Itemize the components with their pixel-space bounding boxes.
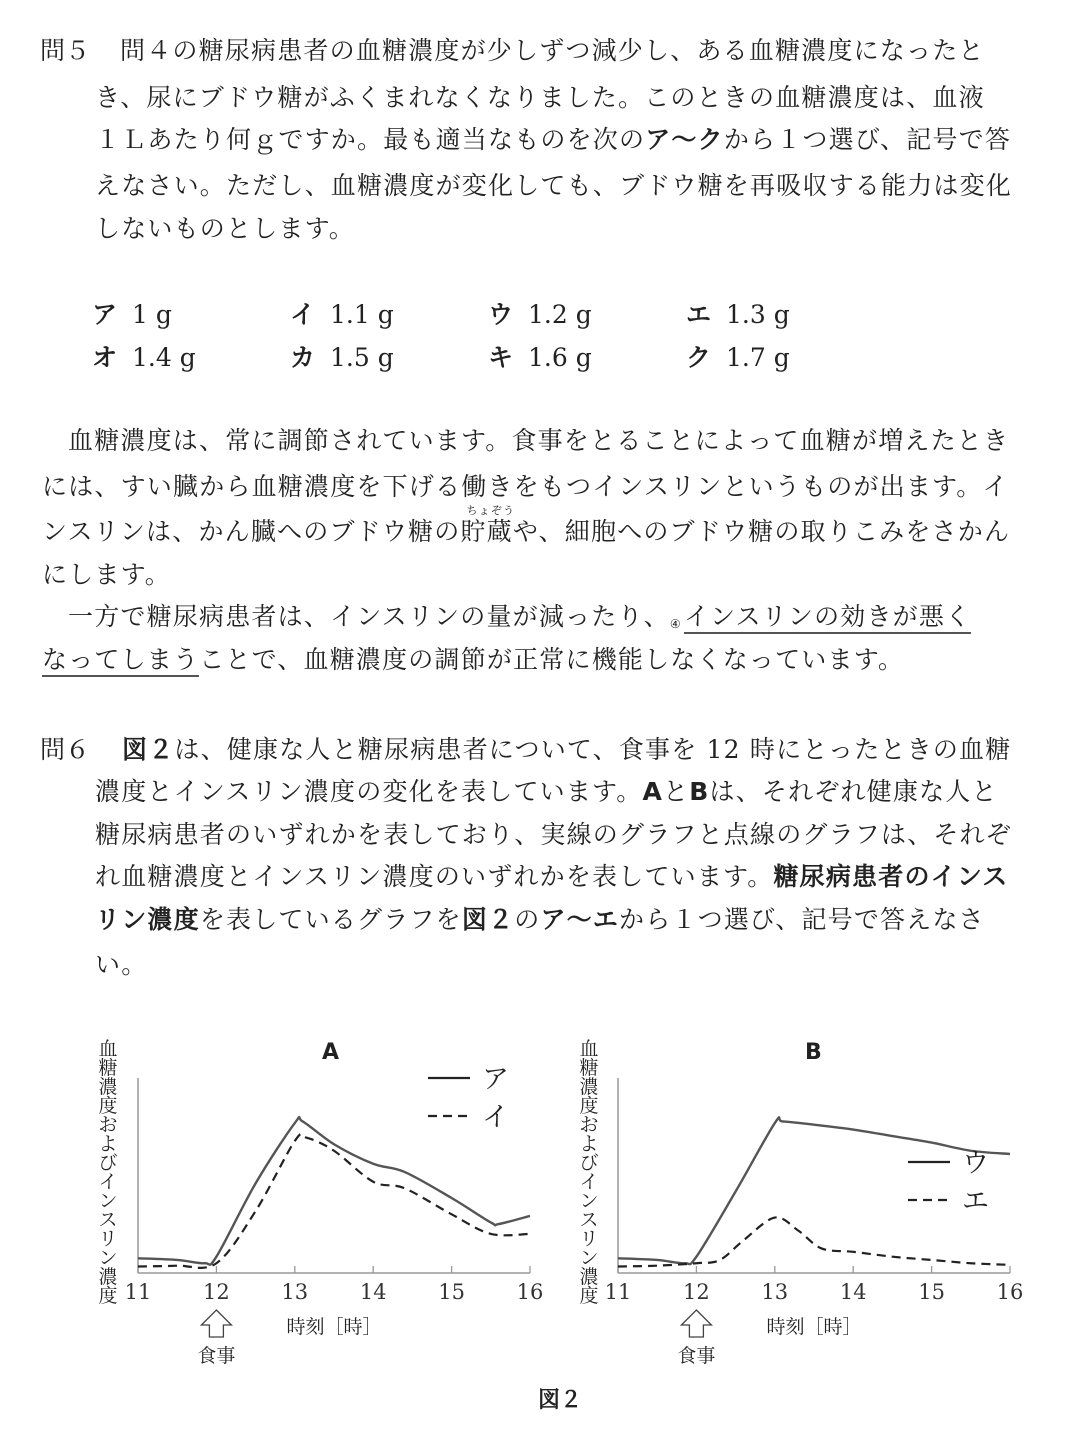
x-axis-label: 時刻［時］ [766, 1316, 862, 1338]
meal-arrow-icon [201, 1310, 231, 1337]
passage-text-2: や、細胞へのブドウ糖の取りこみをさかん [512, 517, 1011, 546]
question-6-emphasis: リン濃度 [95, 905, 200, 934]
question-6-text: は、それぞれ健康な人と [709, 777, 998, 806]
passage-line-4: にします。 [42, 560, 172, 589]
choice-key: ク [686, 343, 712, 372]
passage-line-1: 血糖濃度は、常に調節されています。食事をとることによって血糖が増えたとき [68, 426, 1010, 455]
question-6-line-2 [95, 777, 998, 807]
choice-value: 1.5 g [330, 343, 394, 372]
x-tick-label: 11 [124, 1280, 152, 1304]
question-5-number: 問５ [40, 36, 91, 65]
choice-value: 1.4 g [132, 343, 196, 372]
question-6-text: 濃度とインスリン濃度の変化を表しています。 [95, 777, 643, 806]
question-6-line-4 [95, 862, 1009, 892]
question-6-text: の [514, 905, 541, 934]
meal-arrow-icon [681, 1310, 711, 1337]
question-6-text: と [663, 777, 690, 806]
x-tick-label: 15 [918, 1280, 945, 1304]
underline-marker-4: ④ [669, 617, 682, 631]
choice-key: イ [290, 300, 316, 329]
chart-a-ylabel: 血糖濃度およびインスリン濃度 [98, 1038, 118, 1307]
x-tick-label: 12 [683, 1280, 710, 1304]
x-tick-label: 12 [203, 1280, 230, 1304]
x-axis-label: 時刻［時］ [286, 1316, 382, 1338]
ruby-reading: ちょぞう [466, 504, 516, 517]
choice-ka [290, 343, 394, 373]
x-tick-label: 16 [996, 1280, 1024, 1304]
x-tick-label: 11 [604, 1280, 632, 1304]
series-line-ウ [618, 1117, 1010, 1264]
question-6-line-5 [95, 905, 985, 935]
passage-line-5 [68, 602, 971, 639]
choice-value: 1.6 g [528, 343, 592, 372]
passage-text: ことで、血糖濃度の調節が正常に機能しなくなっています。 [199, 645, 905, 674]
x-tick-label: 13 [281, 1280, 309, 1304]
choice-ku [686, 343, 790, 373]
question-6-number: 問６ [40, 735, 91, 764]
chart-a [120, 1060, 550, 1370]
question-5-line-5: しないものとします。 [95, 214, 356, 243]
question-5-line-4: えなさい。ただし、血糖濃度が変化しても、ブドウ糖を再吸収する能力は変化 [95, 171, 1013, 200]
x-tick-label: 14 [839, 1280, 867, 1304]
question-6-text: れ血糖濃度とインスリン濃度のいずれかを表しています。 [95, 862, 774, 891]
choice-i [290, 300, 394, 330]
question-5-line-3 [95, 125, 1011, 155]
choice-key: エ [686, 300, 712, 329]
question-6-text: を表しているグラフを [199, 905, 462, 934]
chart-b [600, 1060, 1030, 1370]
x-tick-label: 15 [438, 1280, 465, 1304]
x-tick-label: 13 [761, 1280, 789, 1304]
choice-value: 1.7 g [726, 343, 790, 372]
series-line-ア [138, 1117, 530, 1265]
choice-ki [488, 343, 592, 373]
question-6-text: から１つ選び、記号で答えなさ [619, 905, 985, 934]
question-6-text: は、健康な人と糖尿病患者について、食事を 12 時にとったときの血糖 [174, 735, 1012, 764]
legend-label: エ [962, 1186, 989, 1217]
figure-caption: 図２ [538, 1388, 583, 1413]
passage-line-2: には、すい臓から血糖濃度を下げる働きをもつインスリンというものが出ます。イ [42, 472, 1009, 501]
choice-u [488, 300, 592, 330]
question-5-range: ア～ク [645, 125, 724, 154]
choice-value: 1.2 g [528, 300, 592, 329]
choice-o [92, 343, 196, 373]
question-6-line-3: 糖尿病患者のいずれかを表しており、実線のグラフと点線のグラフは、それぞ [95, 820, 1013, 849]
choice-key: カ [290, 343, 316, 372]
choice-value: 1.3 g [726, 300, 790, 329]
choice-value: 1 g [132, 300, 172, 329]
underlined-text-4-cont: なってしまう [42, 645, 199, 677]
figure-ref: 図２ [122, 735, 175, 764]
choice-a [92, 300, 172, 330]
choice-key: ア [92, 300, 118, 329]
series-line-イ [138, 1134, 530, 1268]
question-6-line-1 [122, 735, 1011, 765]
chart-a-title: A [322, 1040, 340, 1065]
ruby-word [460, 504, 516, 547]
label-b: B [689, 777, 710, 806]
figure-ref: 図２ [461, 905, 515, 934]
choice-key: キ [488, 343, 514, 372]
series-line-エ [618, 1217, 1010, 1266]
choice-key: ウ [488, 300, 514, 329]
legend-label: イ [482, 1102, 509, 1133]
passage-line-6 [42, 645, 904, 675]
underlined-text-4: インスリンの効きが悪く [684, 602, 971, 634]
question-5-line-2: き、尿にブドウ糖がふくまれなくなりました。このときの血糖濃度は、血液 [95, 83, 985, 112]
legend-label: ア [482, 1064, 509, 1095]
question-5-text: １Ｌあたり何ｇですか。最も適当なものを次の [95, 125, 646, 154]
passage-text: ンスリンは、かん臓へのブドウ糖の [42, 517, 461, 546]
label-a: A [642, 777, 664, 806]
question-6-line-6: い。 [95, 950, 148, 979]
passage-line-3 [42, 504, 1011, 547]
choice-key: オ [92, 343, 118, 372]
choice-value: 1.1 g [330, 300, 394, 329]
chart-b-title: B [805, 1040, 822, 1065]
question-6-range: ア～エ [540, 905, 620, 934]
x-tick-label: 14 [359, 1280, 387, 1304]
question-6-emphasis: 糖尿病患者のインス [773, 862, 1009, 891]
x-tick-label: 16 [516, 1280, 544, 1304]
choice-e [686, 300, 790, 330]
question-5-text-2: から１つ選び、記号で答 [723, 125, 1012, 154]
meal-label: 食事 [677, 1345, 716, 1367]
legend-label: ウ [962, 1148, 989, 1179]
meal-label: 食事 [197, 1345, 236, 1367]
chart-b-ylabel: 血糖濃度およびインスリン濃度 [579, 1038, 599, 1307]
passage-text: 一方で糖尿病患者は、インスリンの量が減ったり、 [68, 602, 670, 631]
ruby-base: 貯蔵 [460, 517, 513, 546]
question-5-line-1: 問４の糖尿病患者の血糖濃度が少しずつ減少し、ある血糖濃度になったと [120, 36, 985, 65]
